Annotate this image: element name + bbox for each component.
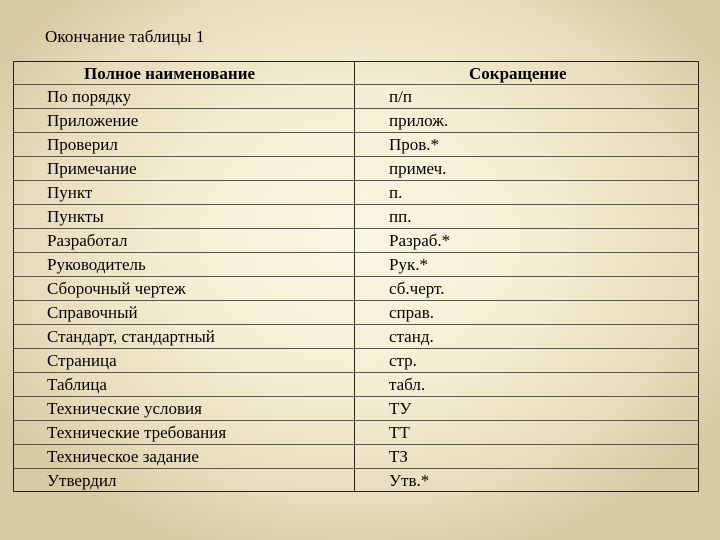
table-cell-abbreviation: сб.черт. bbox=[355, 277, 698, 301]
table-cell-abbreviation: пп. bbox=[355, 205, 698, 229]
full-name-column bbox=[14, 62, 355, 491]
table-cell-full-name: По порядку bbox=[14, 85, 354, 109]
table-cell-full-name: Страница bbox=[14, 349, 354, 373]
table-cell-abbreviation: п/п bbox=[355, 85, 698, 109]
abbreviation-header: Сокращение bbox=[355, 62, 698, 85]
table-cell-full-name: Разработал bbox=[14, 229, 354, 253]
table-cell-full-name: Таблица bbox=[14, 373, 354, 397]
table-cell-abbreviation: стр. bbox=[355, 349, 698, 373]
table-cell-abbreviation: примеч. bbox=[355, 157, 698, 181]
table-cell-abbreviation: ТЗ bbox=[355, 445, 698, 469]
table-cell-abbreviation: Разраб.* bbox=[355, 229, 698, 253]
table-cell-full-name: Справочный bbox=[14, 301, 354, 325]
table-cell-abbreviation: справ. bbox=[355, 301, 698, 325]
table-cell-abbreviation: станд. bbox=[355, 325, 698, 349]
table-cell-full-name: Техническое задание bbox=[14, 445, 354, 469]
table-cell-full-name: Стандарт, стандартный bbox=[14, 325, 354, 349]
table-cell-full-name: Пункты bbox=[14, 205, 354, 229]
table-cell-abbreviation: прилож. bbox=[355, 109, 698, 133]
table-caption: Окончание таблицы 1 bbox=[45, 27, 205, 46]
table-cell-full-name: Примечание bbox=[14, 157, 354, 181]
table-cell-abbreviation: ТУ bbox=[355, 397, 698, 421]
abbreviations-table bbox=[13, 61, 699, 492]
table-cell-full-name: Пункт bbox=[14, 181, 354, 205]
table-cell-full-name: Технические условия bbox=[14, 397, 354, 421]
table-cell-full-name: Сборочный чертеж bbox=[14, 277, 354, 301]
abbreviation-column bbox=[355, 62, 698, 491]
table-cell-abbreviation: Пров.* bbox=[355, 133, 698, 157]
table-cell-full-name: Приложение bbox=[14, 109, 354, 133]
table-cell-full-name: Проверил bbox=[14, 133, 354, 157]
table-cell-full-name: Утвердил bbox=[47, 471, 117, 490]
table-cell-abbreviation: Утв.* bbox=[389, 471, 430, 490]
table-cell-abbreviation: п. bbox=[355, 181, 698, 205]
table-cell-abbreviation: ТТ bbox=[355, 421, 698, 445]
table-cell-abbreviation: Рук.* bbox=[355, 253, 698, 277]
full-name-header: Полное наименование bbox=[14, 62, 354, 85]
table-cell-abbreviation: табл. bbox=[355, 373, 698, 397]
table-cell-full-name: Технические требования bbox=[14, 421, 354, 445]
table-cell-full-name: Руководитель bbox=[14, 253, 354, 277]
